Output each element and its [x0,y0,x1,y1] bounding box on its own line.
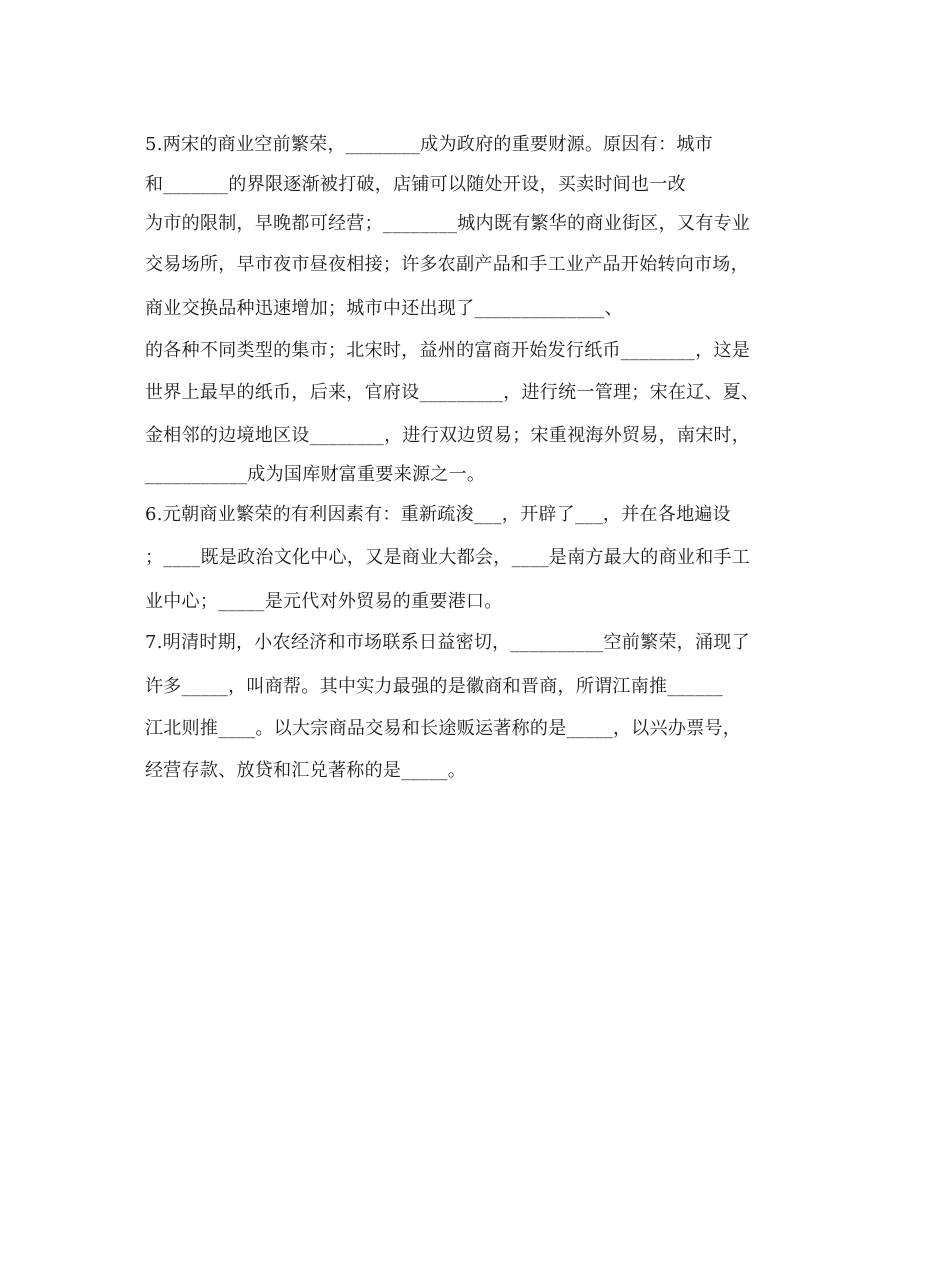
text-line: 经营存款、放贷和汇兑著称的是_____。 [145,760,466,781]
text-line: 交易场所，早市夜市昼夜相接；许多农副产品和手工业产品开始转向市场， [145,254,749,275]
text-line: 的各种不同类型的集市；北宋时，益州的富商开始发行纸币________，这是 [145,340,751,361]
text-line: 世界上最早的纸币，后来，官府设_________，进行统一管理；宋在辽、夏、 [145,382,760,403]
text-line: 业中心；_____是元代对外贸易的重要港口。 [145,591,503,612]
text-line: ___________成为国库财富重要来源之一。 [145,464,486,485]
text-line: 金相邻的边境地区设________，进行双边贸易；宋重视海外贸易，南宋时， [145,425,751,446]
text-line: 商业交换品种迅速增加；城市中还出现了______________、 [145,298,623,319]
text-line: 5.两宋的商业空前繁荣，________成为政府的重要财源。原因有：城市 [145,134,713,155]
text-line: 和_______的界限逐渐被打破，店铺可以随处开设，买卖时间也一改 [145,174,686,195]
text-line: 为市的限制，早晚都可经营；________城内既有繁华的商业街区，又有专业 [145,213,751,234]
text-line: 江北则推____。以大宗商品交易和长途贩运著称的是_____，以兴办票号， [145,718,742,739]
text-line: 7.明清时期，小农经济和市场联系日益密切，__________空前繁荣，涌现了 [145,632,750,653]
text-line: ；____既是政治文化中心，又是商业大都会，____是南方最大的商业和手工 [145,547,751,568]
text-line: 6.元朝商业繁荣的有利因素有：重新疏浚___，开辟了___，并在各地遍设 [145,504,731,525]
text-line: 许多_____，叫商帮。其中实力最强的是徽商和晋商，所谓江南推______ [145,676,724,697]
